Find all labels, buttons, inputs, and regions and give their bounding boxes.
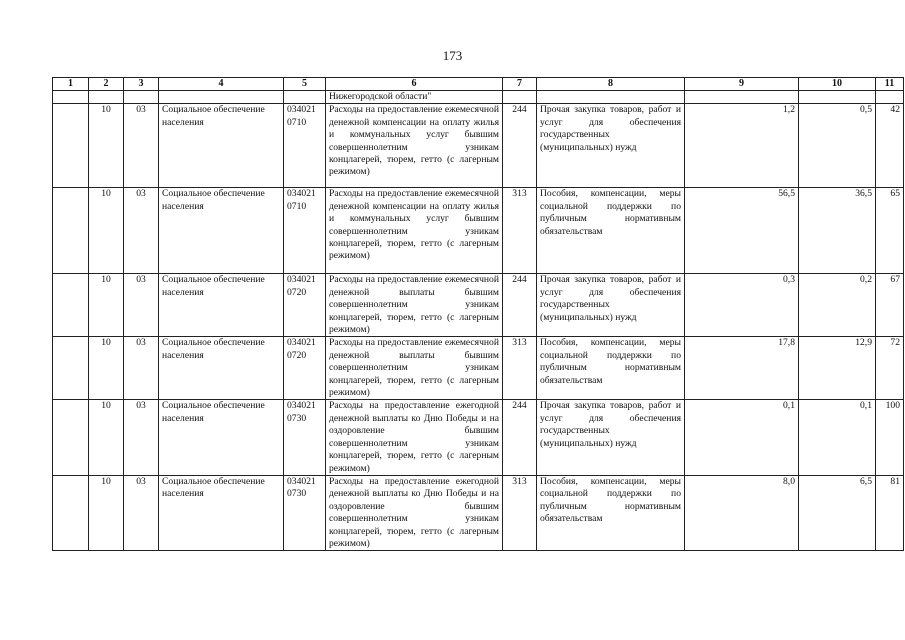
- cell-executed-amount: 6,5: [799, 475, 876, 550]
- cell-subsection: 03: [124, 104, 159, 188]
- header-col-7: 7: [503, 78, 537, 91]
- header-col-4: 4: [159, 78, 284, 91]
- cell-planned-amount: 56,5: [685, 188, 799, 274]
- cell-expense-type: 313: [503, 337, 537, 400]
- table-row: [53, 104, 904, 188]
- table-cell: [284, 91, 326, 104]
- cell-expense-type-name: Пособия, компенсации, меры социальной поддержки по публичным нормативным обязательствам: [537, 188, 685, 274]
- cell-subsection: 03: [124, 188, 159, 274]
- cell-expense-type-name: Пособия, компенсации, меры социальной поддержки по публичным нормативным обязательствам: [537, 475, 685, 550]
- header-col-2: 2: [89, 78, 124, 91]
- cell-execution-percent: 67: [876, 274, 904, 337]
- table-row: [53, 400, 904, 475]
- cell-planned-amount: 8,0: [685, 475, 799, 550]
- cell-expense-description: Расходы на предоставление ежегодной денежной выплаты ко Дню Победы и на оздоровление бывшим совершеннолетним узникам концлагерей, тюрем, гетто (с лагерным режимом): [326, 400, 503, 475]
- page-number: 173: [442, 48, 463, 63]
- cell-planned-amount: 17,8: [685, 337, 799, 400]
- cell-expense-type-name: Прочая закупка товаров, работ и услуг для обеспечения государственных (муниципальных) нужд: [537, 274, 685, 337]
- cell-expense-type: 244: [503, 104, 537, 188]
- cell-section-name: Социальное обеспечение населения: [159, 104, 284, 188]
- cell-col-1: [53, 337, 89, 400]
- cell-planned-amount: 0,3: [685, 274, 799, 337]
- cell-execution-percent: 72: [876, 337, 904, 400]
- cell-expense-description: Расходы на предоставление ежегодной денежной выплаты ко Дню Победы и на оздоровление бывшим совершеннолетним узникам концлагерей, тюрем, гетто (с лагерным режимом): [326, 475, 503, 550]
- budget-table: [52, 77, 904, 551]
- cell-section: 10: [89, 475, 124, 550]
- table-cell: [53, 91, 89, 104]
- cell-target-code: 034021 0710: [284, 188, 326, 274]
- continuation-row: [53, 91, 904, 104]
- cell-section-name: Социальное обеспечение населения: [159, 337, 284, 400]
- cell-executed-amount: 0,2: [799, 274, 876, 337]
- cell-section-name: Социальное обеспечение населения: [159, 274, 284, 337]
- table-header-row: [53, 78, 904, 91]
- cell-section-name: Социальное обеспечение населения: [159, 188, 284, 274]
- cell-expense-type-name: Прочая закупка товаров, работ и услуг для обеспечения государственных (муниципальных) нужд: [537, 400, 685, 475]
- header-col-6: 6: [326, 78, 503, 91]
- cell-expense-type: 244: [503, 400, 537, 475]
- continuation-text: Нижегородской области": [326, 91, 503, 104]
- cell-expense-description: Расходы на предоставление ежемесячной денежной выплаты бывшим совершеннолетним узникам концлагерей, тюрем, гетто (с лагерным режимом): [326, 274, 503, 337]
- table-cell: [799, 91, 876, 104]
- cell-target-code: 034021 0710: [284, 104, 326, 188]
- cell-expense-type: 313: [503, 475, 537, 550]
- cell-executed-amount: 12,9: [799, 337, 876, 400]
- table-cell: [89, 91, 124, 104]
- header-col-8: 8: [537, 78, 685, 91]
- cell-planned-amount: 0,1: [685, 400, 799, 475]
- cell-expense-type-name: Прочая закупка товаров, работ и услуг для обеспечения государственных (муниципальных) нужд: [537, 104, 685, 188]
- cell-execution-percent: 81: [876, 475, 904, 550]
- header-col-3: 3: [124, 78, 159, 91]
- table-row: [53, 274, 904, 337]
- table-cell: [876, 91, 904, 104]
- cell-section: 10: [89, 188, 124, 274]
- cell-executed-amount: 36,5: [799, 188, 876, 274]
- cell-section-name: Социальное обеспечение населения: [159, 475, 284, 550]
- cell-target-code: 034021 0720: [284, 274, 326, 337]
- cell-col-1: [53, 188, 89, 274]
- header-col-9: 9: [685, 78, 799, 91]
- cell-target-code: 034021 0730: [284, 475, 326, 550]
- cell-executed-amount: 0,5: [799, 104, 876, 188]
- cell-expense-type-name: Пособия, компенсации, меры социальной поддержки по публичным нормативным обязательствам: [537, 337, 685, 400]
- cell-execution-percent: 42: [876, 104, 904, 188]
- table-cell: [685, 91, 799, 104]
- cell-section: 10: [89, 337, 124, 400]
- cell-col-1: [53, 104, 89, 188]
- header-col-10: 10: [799, 78, 876, 91]
- table-row: [53, 337, 904, 400]
- table-cell: [537, 91, 685, 104]
- cell-col-1: [53, 475, 89, 550]
- cell-expense-description: Расходы на предоставление ежемесячной денежной компенсации на оплату жилья и коммунальных услуг бывшим совершеннолетним узникам концлагерей, тюрем, гетто (с лагерным режимом): [326, 188, 503, 274]
- header-col-11: 11: [876, 78, 904, 91]
- cell-subsection: 03: [124, 400, 159, 475]
- cell-execution-percent: 100: [876, 400, 904, 475]
- cell-section: 10: [89, 104, 124, 188]
- table-cell: [503, 91, 537, 104]
- table-cell: [159, 91, 284, 104]
- cell-subsection: 03: [124, 475, 159, 550]
- header-col-5: 5: [284, 78, 326, 91]
- cell-subsection: 03: [124, 274, 159, 337]
- cell-expense-description: Расходы на предоставление ежемесячной денежной выплаты бывшим совершеннолетним узникам концлагерей, тюрем, гетто (с лагерным режимом): [326, 337, 503, 400]
- cell-section-name: Социальное обеспечение населения: [159, 400, 284, 475]
- table-row: [53, 188, 904, 274]
- cell-col-1: [53, 274, 89, 337]
- table-cell: [124, 91, 159, 104]
- cell-target-code: 034021 0720: [284, 337, 326, 400]
- cell-expense-type: 244: [503, 274, 537, 337]
- cell-planned-amount: 1,2: [685, 104, 799, 188]
- cell-col-1: [53, 400, 89, 475]
- cell-expense-type: 313: [503, 188, 537, 274]
- cell-target-code: 034021 0730: [284, 400, 326, 475]
- header-col-1: 1: [53, 78, 89, 91]
- cell-expense-description: Расходы на предоставление ежемесячной денежной компенсации на оплату жилья и коммунальных услуг бывшим совершеннолетним узникам концлагерей, тюрем, гетто (с лагерным режимом): [326, 104, 503, 188]
- cell-subsection: 03: [124, 337, 159, 400]
- cell-execution-percent: 65: [876, 188, 904, 274]
- table-body: [53, 91, 904, 551]
- cell-executed-amount: 0,1: [799, 400, 876, 475]
- cell-section: 10: [89, 400, 124, 475]
- table-row: [53, 475, 904, 550]
- cell-section: 10: [89, 274, 124, 337]
